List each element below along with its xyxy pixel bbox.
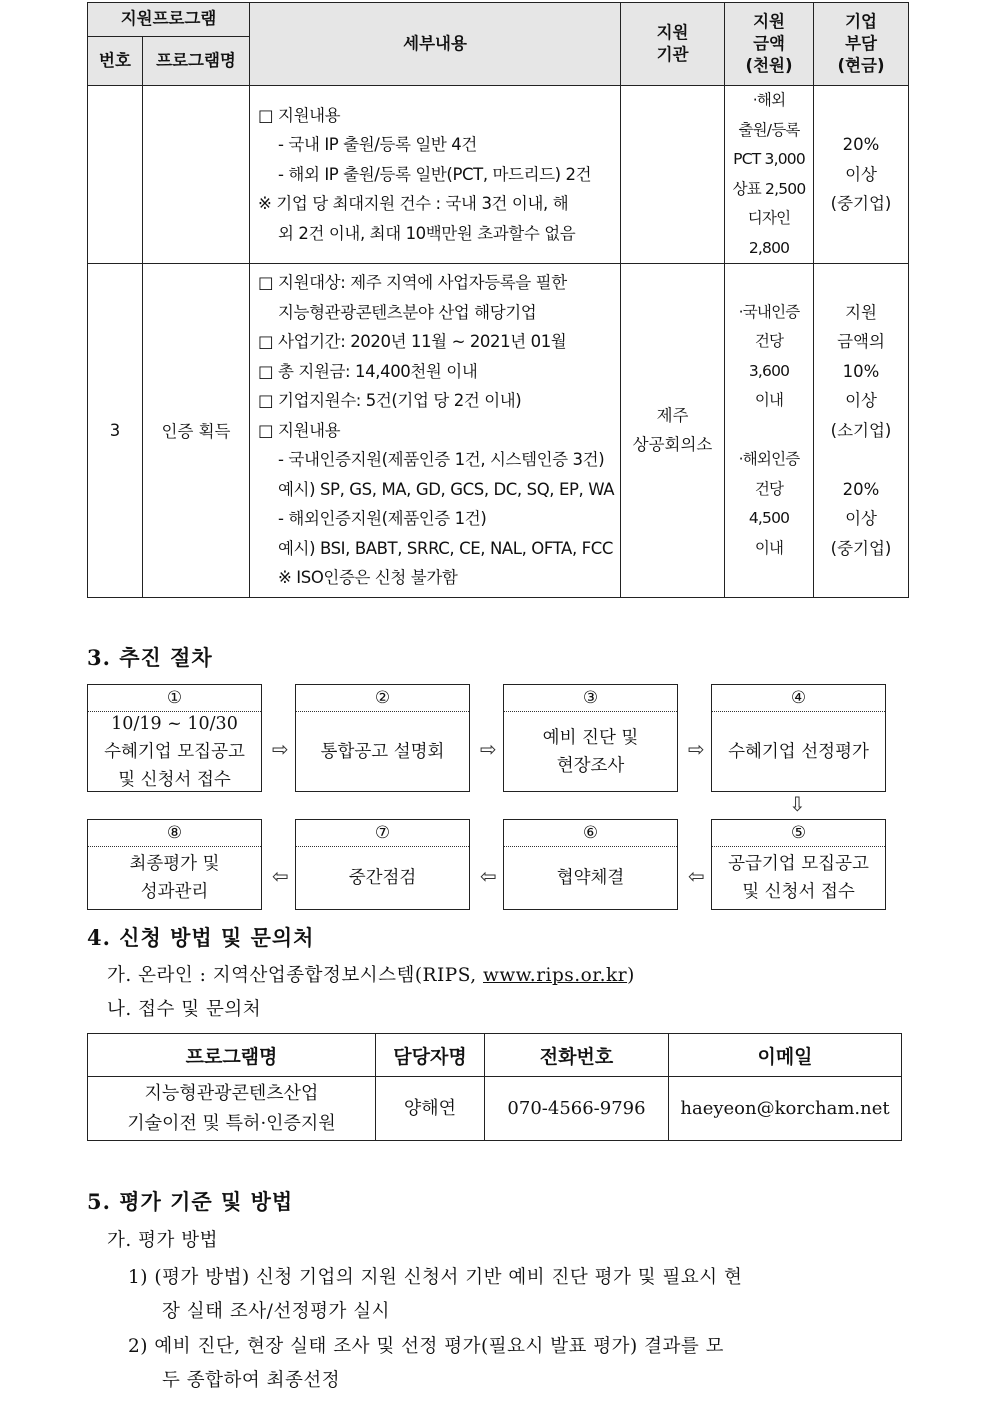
contact-header-phone: 전화번호: [485, 1034, 669, 1077]
eval-method-heading: 가. 평가 방법: [107, 1230, 218, 1251]
step-5-box: ⑤ 공급기업 모집공고 및 신청서 접수: [711, 819, 886, 910]
header-amount: 지원 금액 (천원): [725, 3, 814, 86]
contact-table: [87, 1033, 902, 1141]
contact-phone: 070-4566-9796: [485, 1077, 669, 1141]
step-1-box: ① 10/19 ~ 10/30 수혜기업 모집공고 및 신청서 접수: [87, 684, 262, 792]
header-agency: 지원 기관: [621, 3, 725, 86]
header-program-group: 지원프로그램: [88, 3, 250, 37]
arrow-right-icon: ⇨: [688, 737, 705, 761]
table-row: [88, 1077, 902, 1141]
arrow-right-icon: ⇨: [272, 737, 289, 761]
step-7-box: ⑦ 중간점검: [295, 819, 470, 910]
contact-header-person: 담당자명: [376, 1034, 485, 1077]
row1-share: 20% 이상 (중기업): [814, 86, 909, 264]
contact-email[interactable]: haeyeon@korcham.net: [669, 1077, 902, 1141]
eval-item-1-line1: 1) (평가 방법) 신청 기업의 지원 신청서 기반 예비 진단 평가 및 필요시 현: [128, 1267, 743, 1288]
contact-heading: 나. 접수 및 문의처: [107, 999, 262, 1020]
header-number: 번호: [88, 37, 143, 86]
row2-share: 지원 금액의 10% 이상 (소기업) 20% 이상 (중기업): [814, 264, 909, 598]
arrow-left-icon: ⇦: [480, 864, 497, 888]
row1-details: □ 지원내용 - 국내 IP 출원/등록 일반 4건 - 해외 IP 출원/등록 일반(PCT, 마드리드) 2건 ※ 기업 당 최대지원 건수 : 국내 3건 이내, 해 외 2건 이내, 최대 10백만원 초과할수 없음: [250, 86, 621, 264]
row1-number: [88, 86, 143, 264]
contact-person: 양해연: [376, 1077, 485, 1141]
row2-number: 3: [88, 264, 143, 598]
step-3-box: ③ 예비 진단 및 현장조사: [503, 684, 678, 792]
step-6-box: ⑥ 협약체결: [503, 819, 678, 910]
arrow-left-icon: ⇦: [688, 864, 705, 888]
table-row: [88, 86, 909, 264]
header-details: 세부내용: [250, 3, 621, 86]
eval-item-2-line1: 2) 예비 진단, 현장 실태 조사 및 선정 평가(필요시 발표 평가) 결과를 모: [128, 1336, 725, 1357]
row2-program-name: 인증 획득: [143, 264, 250, 598]
eval-item-1-line2: 장 실태 조사/선정평가 실시: [162, 1301, 390, 1322]
support-program-table: [87, 2, 909, 598]
step-number: ⑧: [88, 820, 261, 847]
section5-title: 5. 평가 기준 및 방법: [87, 1189, 294, 1214]
step-number: ④: [712, 685, 885, 712]
arrow-down-icon: ⇩: [789, 792, 806, 816]
table-row: [88, 264, 909, 598]
step-8-box: ⑧ 최종평가 및 성과관리: [87, 819, 262, 910]
header-company-share: 기업 부담 (현금): [814, 3, 909, 86]
row1-amount: ·해외 출원/등록 PCT 3,000 상표 2,500 디자인 2,800: [725, 86, 814, 264]
arrow-left-icon: ⇦: [272, 864, 289, 888]
header-program-name: 프로그램명: [143, 37, 250, 86]
row2-details: □ 지원대상: 제주 지역에 사업자등록을 필한 지능형관광콘텐츠분야 산업 해당기업 □ 사업기간: 2020년 11월 ~ 2021년 01월 □ 총 지원금: 14,400천원 이내 □ 기업지원수: 5건(기업 당 2건 이내) □ 지원내용 - 국내인증지원(제품인증 1건, 시스템인증 3건) 예시) SP, GS, MA, GD, GCS, DC, SQ, EP, WA - 해외인증지원(제품인증 1건) 예시) BSI, BABT, SRRC, CE, NAL, OFTA, FCC ※ ISO인증은 신청 불가함: [250, 264, 621, 598]
step-number: ⑥: [504, 820, 677, 847]
step-number: ⑦: [296, 820, 469, 847]
row2-amount: ·국내인증 건당 3,600 이내 ·해외인증 건당 4,500 이내: [725, 264, 814, 598]
arrow-right-icon: ⇨: [480, 737, 497, 761]
contact-header-email: 이메일: [669, 1034, 902, 1077]
row2-agency: 제주 상공회의소: [621, 264, 725, 598]
step-4-box: ④ 수혜기업 선정평가: [711, 684, 886, 792]
contact-header-program: 프로그램명: [88, 1034, 376, 1077]
rips-link[interactable]: www.rips.or.kr: [483, 965, 628, 986]
eval-item-2-line2: 두 종합하여 최종선정: [162, 1370, 341, 1391]
step-number: ③: [504, 685, 677, 712]
online-apply-line: 가. 온라인 : 지역산업종합정보시스템(RIPS, www.rips.or.kr): [107, 965, 635, 986]
step-number: ②: [296, 685, 469, 712]
row1-agency: [621, 86, 725, 264]
step-number: ①: [88, 685, 261, 712]
step-number: ⑤: [712, 820, 885, 847]
step-2-box: ② 통합공고 설명회: [295, 684, 470, 792]
contact-program: 지능형관광콘텐츠산업 기술이전 및 특허·인증지원: [88, 1077, 376, 1141]
row1-program-name: [143, 86, 250, 264]
section3-title: 3. 추진 절차: [87, 645, 213, 670]
section4-title: 4. 신청 방법 및 문의처: [87, 925, 315, 950]
